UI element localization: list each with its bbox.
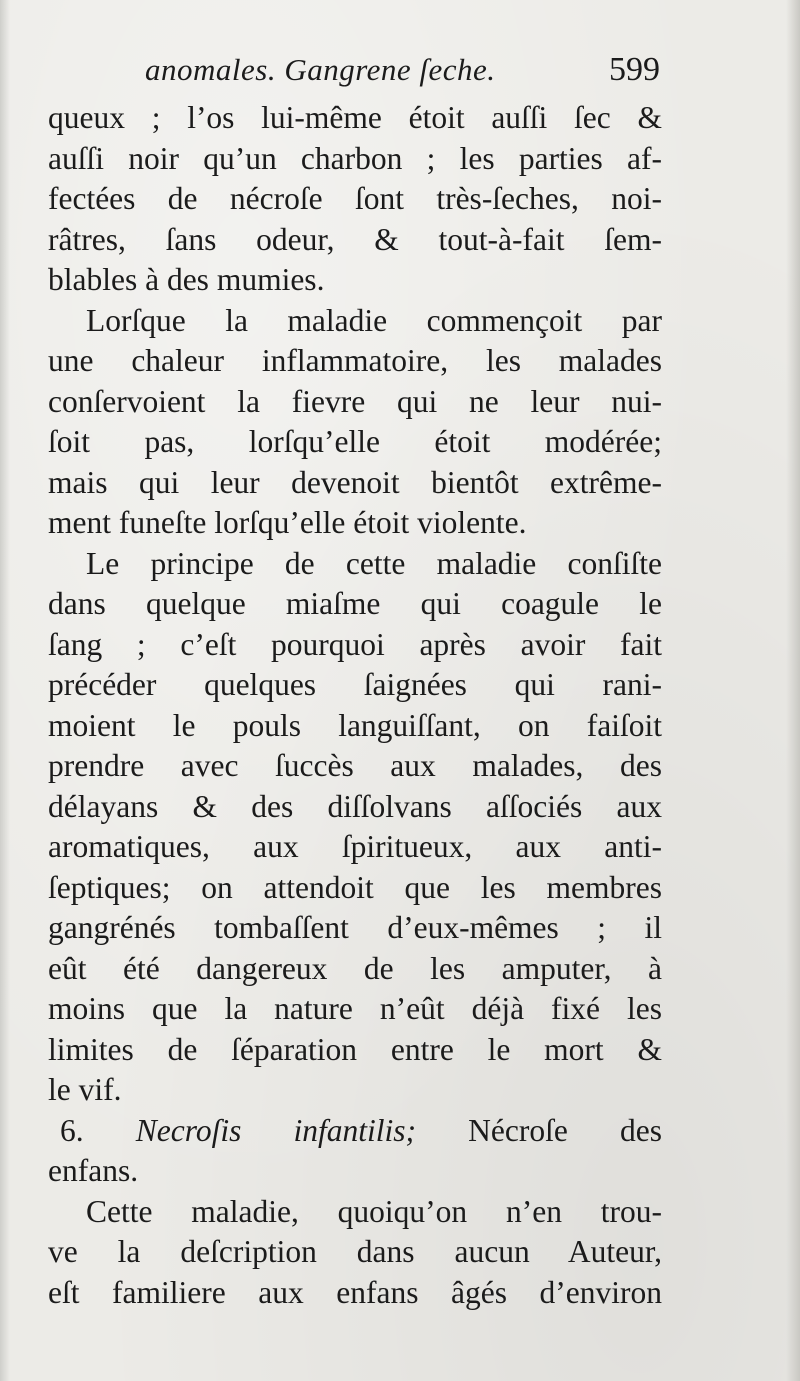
text-line: précéder quelques ſaignées qui rani- [48,667,662,702]
text-line: gangrénés tombaſſent d’eux-mêmes ; il [48,910,662,945]
text-line: aromatiques, aux ſpiritueux, aux anti- [48,829,662,864]
section-latin-title: Necroſis infantilis; [135,1112,417,1148]
section-heading [48,1111,662,1152]
text-line: une chaleur inflammatoire, les malades [48,343,662,378]
page-shadow-left [0,0,10,1381]
text-line: blables à des mumies. [48,262,325,297]
page-number: 599 [609,51,660,88]
text-line: conſervoient la fievre qui ne leur nui- [48,383,662,419]
text-line: ſeptiques; on attendoit que les membres [48,869,662,905]
running-head: anomales. Gangrene ſeche. [145,52,496,87]
text-line: prendre avec ſuccès aux malades, des [48,748,662,783]
paragraph-start-line: Cette maladie, quoiqu’on n’en trou- [86,1193,662,1229]
paragraph-start-line: Le principe de cette maladie conſiſte [86,545,662,581]
page-shadow-right [786,0,800,1381]
body-text [48,98,662,1313]
text-line: ve la deſcription dans aucun Auteur, [48,1234,662,1269]
text-line: le vif. [48,1072,122,1107]
text-line: mais qui leur devenoit bientôt extrême- [48,464,662,500]
text-line: queux ; l’os lui-même étoit auſſi ſec & [48,100,662,135]
text-line: enfans. [48,1153,139,1188]
paragraph-start-line: Lorſque la maladie commençoit par [86,302,662,338]
text-line: ſang ; c’eſt pourquoi après avoir fait [48,626,662,662]
text-line: limites de ſéparation entre le mort & [48,1031,662,1067]
text-line: fectées de nécroſe ſont très-ſeches, noi- [48,181,662,216]
text-line: dans quelque miaſme qui coagule le [48,586,662,621]
text-line: auſſi noir qu’un charbon ; les parties af- [48,140,662,176]
text-line: eût été dangereux de les amputer, à [48,950,662,986]
text-line: eſt familiere aux enfans âgés d’environ [48,1274,662,1310]
text-line: ment funeſte lorſqu’elle étoit violente. [48,505,527,540]
text-line: ſoit pas, lorſqu’elle étoit modérée; [48,424,662,459]
text-line: moins que la nature n’eût déjà fixé les [48,991,662,1026]
text-line: moient le pouls languiſſant, on faiſoit [48,707,662,743]
text-line: délayans & des diſſolvans aſſociés aux [48,788,662,824]
section-french-title: Nécroſe des [468,1112,662,1148]
text-line: râtres, ſans odeur, & tout-à-fait ſem- [48,221,662,257]
section-number: 6. [60,1112,84,1148]
page-header [145,42,660,98]
